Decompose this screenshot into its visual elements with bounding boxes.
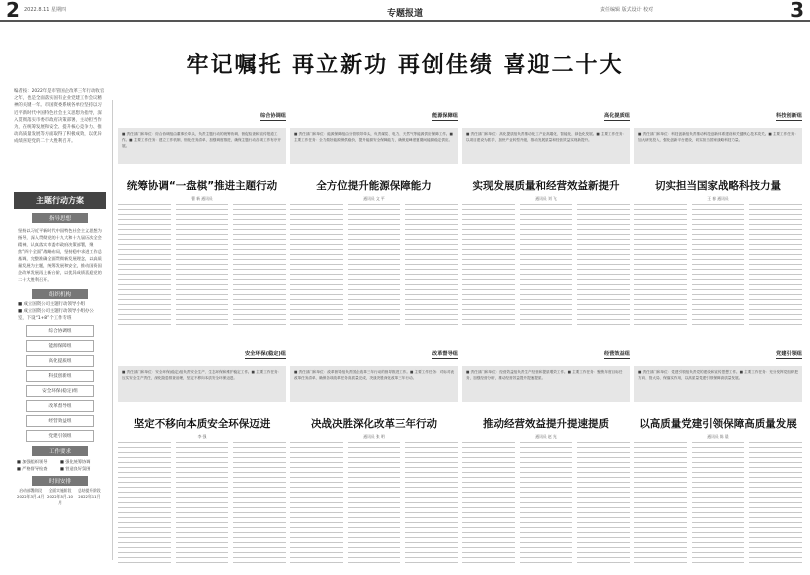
article-body [634,204,802,328]
schedule-list [14,488,106,506]
article-section: 高化提质组 [604,113,630,119]
article-summary: ■ 责任部门和单位：高化提质组负责推动化工产业高端化、智能化、绿色化发展。■ 主要工作任务：以项目建设为抓手，加快产业转型升级，推动发展质量和经营效益实现新提升。 [462,128,630,164]
sidebar-sub-org: 组织机构 [32,289,88,299]
article-author: 通讯员 刘 飞 [535,196,557,201]
header-editor: 责任编辑 版式设计 校对 [600,7,654,13]
group-button: 能源保障组 [26,340,94,352]
article-section: 能源保障组 [432,113,458,119]
article-section: 改革督导组 [432,351,458,357]
requirement-item: ■ 加强组织领导 [17,459,48,464]
article-summary: ■ 责任部门和单位：科技创新组负责推动科技创新体系建设和关键核心技术攻关。■ 主要工作任务：加大研发投入，强化创新平台建设，切实担当国家战略科技力量。 [634,128,802,164]
page-header [0,0,810,22]
article-body [462,442,630,566]
article-summary: ■ 责任部门和单位：经营效益组负责生产经营和提质增效工作。■ 主要工作任务：聚焦年度目标任务，加强经营分析，推动经营效益提升提速提质。 [462,366,630,402]
article-author: 通讯员 陈 晨 [707,434,729,439]
article-summary: ■ 责任部门和单位：改革督导组负责国企改革三年行动的督导推进工作。■ 主要工作任务：对标对表改革任务清单，确保各项改革任务高质量完成，决战决胜深化改革三年行动。 [290,366,458,402]
group-button: 经营效益组 [26,415,94,427]
article-summary: ■ 责任部门和单位：安全环保(稳定)组负责安全生产、生态环保和维护稳定工作。■ 主要工作任务：压实安全生产责任，深化隐患排查治理，坚定不移向本质安全环保迈进。 [118,366,286,402]
schedule-item: 启动部署阶段 2022年3月-4月 [17,488,45,499]
article-author: 通讯员 文 平 [363,196,385,201]
article-title: 坚定不移向本质安全环保迈进 [133,418,271,430]
article-author: 李 强 [197,434,207,439]
article-section: 科技创新组 [776,113,802,119]
requirements-list [14,458,106,472]
article-title: 切实担当国家战略科技力量 [655,180,781,192]
sidebar-sub-requirements: 工作要求 [32,446,88,456]
article-card [634,112,802,330]
sidebar-bullet: ■ 成立国资公司主题行动领导小组办公室，下设“1+8”个工作专班 [18,309,94,321]
requirement-item: ■ 严格督导检查 [17,466,48,471]
schedule-item: 总结提升阶段 2022年11月 [77,488,101,499]
article-title: 推动经营效益提升提速提质 [483,418,609,430]
editor-note: 编者按：2022年是市管国企改革三年行动收官之年，也是全面落实国有企业党建工作会议精神的关键一年。市国资委系统各单位坚持以习近平新时代中国特色社会主义思想为指导，深入贯彻落实市委市政府决策部署，主动担当作为，在统筹发展和安全、提升核心竞争力、推动高质量发展等方面取得了积极成效，以优异成绩喜迎党的二十大胜利召开。 [14,89,105,145]
article-card [462,112,630,330]
article-body [290,204,458,328]
article-author: 通讯员 赵 光 [535,434,557,439]
article-title: 实现发展质量和经营效益新提升 [472,180,620,192]
article-title: 决战决胜深化改革三年行动 [311,418,437,430]
article-card [118,112,286,330]
article-title: 统筹协调“一盘棋”推进主题行动 [126,180,278,192]
banner-headline: 牢记嘱托 再立新功 再创佳绩 喜迎二十大 [186,53,624,78]
group-button: 安全环保(稳定)组 [26,385,94,397]
group-button: 改革督导组 [26,400,94,412]
article-title: 以高质量党建引领保障高质量发展 [639,418,797,430]
sidebar-title: 主题行动方案 [14,192,106,209]
article-section: 经营效益组 [604,351,630,357]
article-author: 曹 新 通讯员 [191,196,213,201]
sidebar-guiding-text: 坚持以习近平新时代中国特色社会主义思想为指导，深入贯彻党的十九大和十九届历次全会精神，认真落实市委市政府决策部署，聚焦“四个全面”战略布局，坚持稳中求进工作总基调，完整准确全面贯彻新发展理念，以高质量发展为主题，统筹发展和安全，推动国资国企改革发展再上新台阶，以优异成绩喜迎党的二十大胜利召开。 [18,228,102,282]
article-summary: ■ 责任部门和单位：能源保障组由分管领导牵头，负责煤炭、电力、天然气等能源供应保障工作。■ 主要工作任务：全力做好能源保供稳价，提升能源安全保障能力，确保迎峰度夏期间能源稳定供应。 [290,128,458,164]
article-title: 全方位提升能源保障能力 [316,180,432,192]
article-summary: ■ 责任部门和单位：党建引领组负责党的建设和宣传思想工作。■ 主要工作任务：充分发挥党组织把方向、管大局、保落实作用，以高质量党建引领保障高质量发展。 [634,366,802,402]
article-body [118,442,286,566]
group-button: 党建引领组 [26,430,94,442]
article-summary: ■ 责任部门和单位：综合协调组由董事长牵头，负责主题行动的统筹协调、督促检查和宣传报道工作。■ 主要工作任务：建立工作机制，细化任务清单，加强调度推进，确保主题行动各项工作有序开展。 [118,128,286,164]
article-card [290,350,458,568]
article-card [462,350,630,568]
sidebar-action-plan [14,192,106,562]
group-button: 综合协调组 [26,325,94,337]
section-title: 专题报道 [386,9,423,19]
requirement-item: ■ 强化统筹协调 [60,459,91,464]
group-button: 科技创新组 [26,370,94,382]
sidebar-bullet: ■ 成立国资公司主题行动领导小组 [18,302,86,307]
page-number-left: 2 [6,0,20,22]
article-body [462,204,630,328]
article-card [290,112,458,330]
article-card [634,350,802,568]
article-section: 综合协调组 [260,113,286,119]
article-section: 党建引领组 [776,351,802,357]
article-body [290,442,458,566]
header-date: 2022.8.11 星期四 [24,7,67,13]
page-number-right: 3 [790,0,804,22]
column-divider [112,100,113,560]
sidebar-sub-guiding: 指导思想 [32,213,88,223]
article-section: 安全环保(稳定)组 [244,351,286,357]
article-body [634,442,802,566]
sidebar-sub-schedule: 时间安排 [32,476,88,486]
article-author: 通讯员 张 明 [363,434,385,439]
article-author: 王 春 通讯员 [707,196,729,201]
schedule-item: 全面实施阶段 2022年5月-10月 [47,488,73,505]
article-body [118,204,286,328]
article-card [118,350,286,568]
group-button: 高化提质组 [26,355,94,367]
requirement-item: ■ 营造良好氛围 [60,466,91,471]
